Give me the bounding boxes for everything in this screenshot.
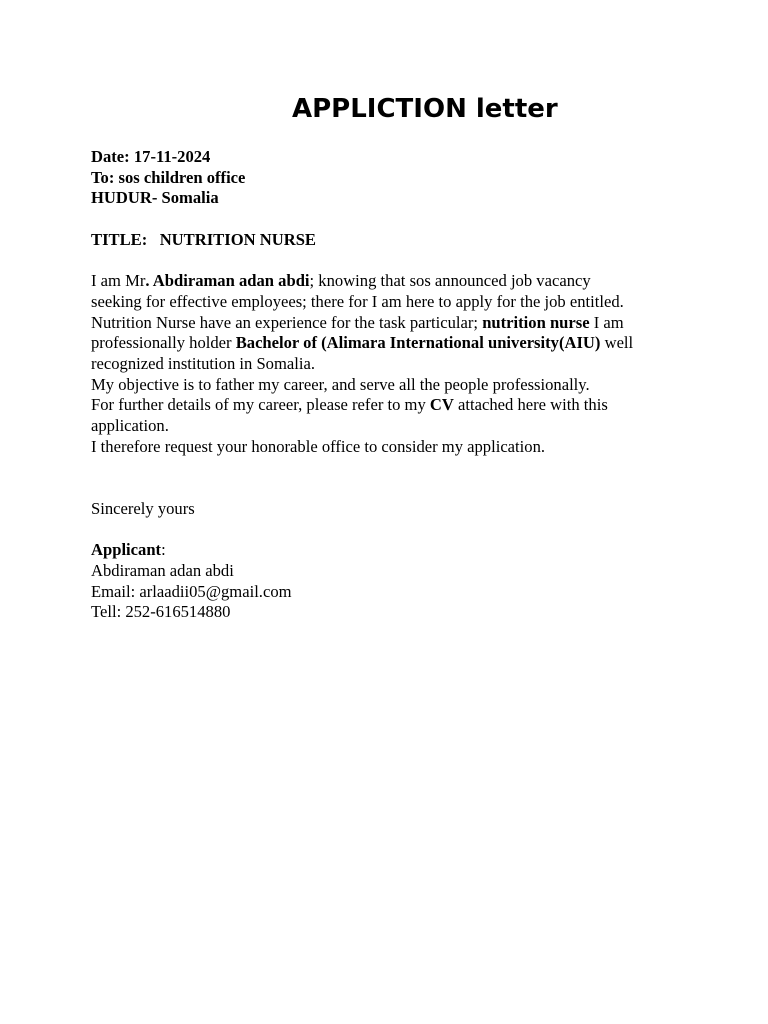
signature-label-line [91,540,691,561]
text-run: well [600,333,634,353]
paragraph-line [91,313,691,334]
subject-line: TITLE: NUTRITION NURSE [91,229,316,249]
degree-inline: Bachelor of (Alimara International university(AIU) [235,333,601,353]
spacer [91,458,691,499]
text-run: Nutrition Nurse have an experience for the task particular; [91,312,483,332]
signature-email: Email: arlaadii05@gmail.com [91,581,292,601]
paragraph-line: recognized institution in Somalia. [91,354,315,373]
paragraph-line: I therefore request your honorable office to consider my application. [91,436,546,456]
date-line: Date: 17-11-2024 [91,147,211,166]
paragraph-line [91,333,691,354]
paragraph-line [91,395,691,416]
paragraph-line [91,271,691,292]
signature-colon: : [161,540,166,560]
spacer [91,520,691,541]
paragraph-line: seeking for effective employees; there for I am here to apply for the job entitled. [91,291,624,311]
recipient-line: To: sos children office [91,167,246,187]
signature-name: Abdiraman adan abdi [91,561,234,580]
text-run: professionally holder [91,333,236,353]
paragraph-line: application. [91,416,169,436]
text-run: attached here with this [453,395,608,415]
text-run: ; knowing that sos announced job vacancy [309,271,591,291]
location-line: HUDUR- Somalia [91,188,219,208]
signature-label: Applicant [91,540,162,560]
text-run: For further details of my career, please refer to my [91,395,430,415]
text-run: I am [589,312,624,332]
paragraph-line: My objective is to father my career, and serve all the people professionally. [91,374,590,394]
signature-phone: Tell: 252-616514880 [91,602,231,622]
spacer [91,209,691,230]
page-title: APPLICTION letter [292,94,558,124]
applicant-name-inline: . Abdiraman adan abdi [145,271,310,291]
text-run: I am Mr [91,271,146,291]
spacer [91,251,691,272]
closing-line: Sincerely yours [91,498,195,518]
cv-inline: CV [429,395,454,415]
position-inline: nutrition nurse [482,312,590,332]
letter-body [91,147,691,623]
